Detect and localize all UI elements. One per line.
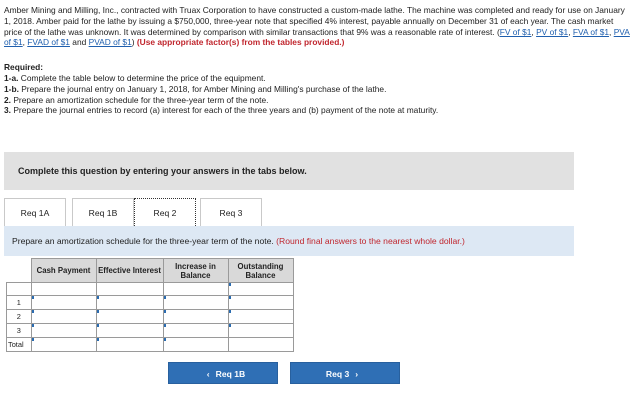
- item-text: Complete the table below to determine the price of the equipment.: [18, 72, 266, 83]
- chevron-right-icon: ›: [355, 369, 359, 379]
- table-row: [7, 310, 294, 324]
- link-fv[interactable]: FV of $1: [499, 26, 532, 37]
- tab-panel-instruction: [4, 226, 574, 256]
- table-row: [7, 338, 294, 352]
- close-paren: ): [131, 37, 135, 48]
- item-text: Prepare the journal entries to record (a) interest for each of the three years and (b) payment of the note at maturity.: [11, 105, 439, 116]
- prev-button[interactable]: [168, 362, 278, 384]
- prev-label: Req 1B: [215, 369, 246, 379]
- panel-text: Prepare an amortization schedule for the three-year term of the note.: [12, 236, 274, 246]
- sep: ,: [531, 26, 537, 37]
- required-title: Required:: [4, 62, 44, 73]
- sep: ,: [22, 37, 28, 48]
- cash-payment-total-input[interactable]: [31, 338, 96, 352]
- tab-req-2[interactable]: Req 2: [134, 198, 196, 226]
- sep: ,: [609, 26, 614, 37]
- row-label: 2: [7, 310, 32, 324]
- sep: ,: [568, 26, 573, 37]
- header-increase-balance: Increase in Balance: [163, 259, 228, 283]
- increase-balance-total-input[interactable]: [163, 338, 228, 352]
- problem-statement: [4, 5, 632, 116]
- next-button[interactable]: [290, 362, 400, 384]
- item-num: 2.: [4, 94, 11, 105]
- required-item: [4, 73, 632, 84]
- increase-balance-input[interactable]: [163, 310, 228, 324]
- cell-blank: [31, 283, 96, 296]
- tab-req-1b[interactable]: Req 1B: [72, 198, 134, 226]
- header-outstanding-balance: Outstanding Balance: [228, 259, 293, 283]
- next-label: Req 3: [325, 369, 350, 379]
- required-item: [4, 95, 632, 106]
- increase-balance-input[interactable]: [163, 296, 228, 310]
- problem-text: [4, 5, 632, 48]
- instruction: (Use appropriate factor(s) from the tables provided.): [134, 37, 345, 48]
- increase-balance-input[interactable]: [163, 324, 228, 338]
- amortization-table: [6, 258, 294, 352]
- cash-payment-input[interactable]: [31, 310, 96, 324]
- item-num: 1-a.: [4, 72, 19, 83]
- panel-note: (Round final answers to the nearest whole dollar.): [273, 236, 465, 246]
- effective-interest-input[interactable]: [96, 324, 163, 338]
- required-item: [4, 84, 632, 95]
- table-row: [7, 324, 294, 338]
- header-effective-interest: Effective Interest: [96, 259, 163, 283]
- outstanding-balance-input[interactable]: [228, 324, 293, 338]
- cell-blank: [96, 283, 163, 296]
- cell-blank: [228, 338, 293, 352]
- header-cash-payment: Cash Payment: [31, 259, 96, 283]
- tab-req-3[interactable]: Req 3: [200, 198, 262, 226]
- outstanding-balance-input[interactable]: [228, 283, 293, 296]
- item-text: Prepare an amortization schedule for the three-year term of the note.: [11, 94, 269, 105]
- link-pva[interactable]: PVA of $1: [4, 26, 630, 48]
- required-item: [4, 105, 632, 116]
- effective-interest-total-input[interactable]: [96, 338, 163, 352]
- link-pv[interactable]: PV of $1: [536, 26, 569, 37]
- cell-blank: [163, 283, 228, 296]
- and: and: [69, 37, 89, 48]
- outstanding-balance-input[interactable]: [228, 310, 293, 324]
- table-row: [7, 283, 294, 296]
- table-row: [7, 296, 294, 310]
- instruction-banner: Complete this question by entering your answers in the tabs below.: [4, 152, 574, 190]
- item-num: 1-b.: [4, 83, 19, 94]
- effective-interest-input[interactable]: [96, 296, 163, 310]
- item-num: 3.: [4, 105, 11, 116]
- row-label: [7, 283, 32, 296]
- row-label: Total: [7, 338, 32, 352]
- outstanding-balance-input[interactable]: [228, 296, 293, 310]
- effective-interest-input[interactable]: [96, 310, 163, 324]
- corner-cell: [7, 259, 32, 283]
- link-fvad[interactable]: FVAD of $1: [27, 37, 70, 48]
- table-header-row: [7, 259, 294, 283]
- chevron-left-icon: ‹: [206, 369, 210, 379]
- problem-body: Amber Mining and Milling, Inc., contracted with Truax Corporation to have constructed a custom-made lathe. The machine was completed and ready for use on January 1, 2018. Amber paid for the lathe by issuing a $750,000, three-year note that specified 4% interest, payable annually on December 31 of each year. The cash market price of the lathe was unknown. It was determined by comparison with similar transactions that 9% was a reasonable rate of interest. (: [4, 5, 625, 37]
- link-fva[interactable]: FVA of $1: [572, 26, 610, 37]
- cash-payment-input[interactable]: [31, 324, 96, 338]
- cash-payment-input[interactable]: [31, 296, 96, 310]
- tab-req-1a[interactable]: Req 1A: [4, 198, 66, 226]
- row-label: 3: [7, 324, 32, 338]
- link-pvad[interactable]: PVAD of $1: [88, 37, 132, 48]
- item-text: Prepare the journal entry on January 1, 2018, for Amber Mining and Milling's purchase of the lathe.: [18, 83, 387, 94]
- row-label: 1: [7, 296, 32, 310]
